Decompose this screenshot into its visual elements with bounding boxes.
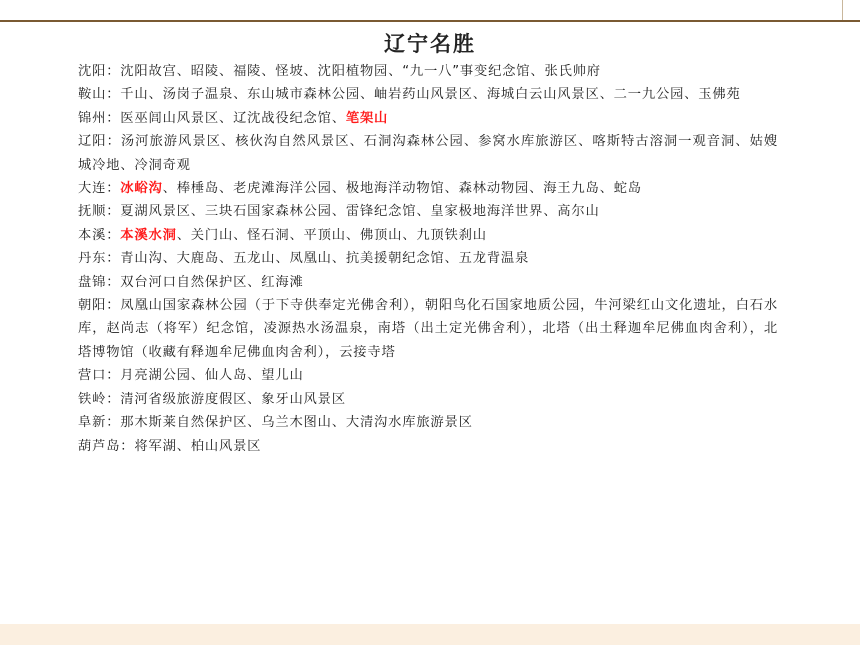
entry-dalian — [78, 177, 778, 200]
highlighted-site: 冰峪沟 — [120, 181, 163, 197]
city-label: 葫芦岛： — [78, 438, 135, 454]
sites-text: 凤凰山国家森林公园（于下寺供奉定光佛舍利），朝阳鸟化石国家地质公园，牛河梁红山文化遗址，白石水库，赵尚志（将军）纪念馆，凌源热水汤温泉，南塔（出土定光佛舍利），北塔（出土释迦牟尼佛血肉舍利），北塔博物馆（收藏有释迦牟尼佛血肉舍利），云接寺塔 — [78, 298, 778, 360]
sites-text-after: 、关门山、怪石洞、平顶山、佛顶山、九顶铁刹山 — [176, 227, 487, 243]
sites-text: 千山、汤岗子温泉、东山城市森林公园、岫岩药山风景区、海城白云山风景区、二一九公园、玉佛苑 — [120, 87, 741, 103]
frame-tick-mark — [842, 0, 843, 20]
entry-chaoyang — [78, 294, 778, 364]
city-label: 铁岭： — [78, 391, 121, 407]
sites-text: 那木斯莱自然保护区、乌兰木图山、大清沟水库旅游景区 — [120, 415, 473, 431]
entry-benxi — [78, 224, 778, 247]
entry-fushun — [78, 200, 778, 223]
city-label: 大连： — [78, 181, 121, 197]
city-label: 盘锦： — [78, 274, 121, 290]
sites-text: 双台河口自然保护区、红海滩 — [120, 274, 304, 290]
city-label: 抚顺： — [78, 204, 121, 220]
entry-huludao — [78, 435, 778, 458]
sites-text-after: 、棒棰岛、老虎滩海洋公园、极地海洋动物馆、森林动物园、海王九岛、蛇岛 — [162, 181, 642, 197]
scenic-spot-list — [78, 60, 778, 458]
sites-text: 汤河旅游风景区、核伙沟自然风景区、石洞沟森林公园、参窝水库旅游区、喀斯特古溶洞一观音洞、姑嫂城冷地、冷洞奇观 — [78, 134, 778, 173]
sites-text: 青山沟、大鹿岛、五龙山、凤凰山、抗美援朝纪念馆、五龙背温泉 — [120, 251, 530, 267]
city-label: 沈阳： — [78, 64, 121, 79]
sites-text: 将军湖、柏山风景区 — [134, 438, 262, 454]
sites-text: 清河省级旅游度假区、象牙山风景区 — [120, 391, 346, 407]
city-label: 鞍山： — [78, 87, 121, 103]
sites-text: 夏湖风景区、三块石国家森林公园、雷锋纪念馆、皇家极地海洋世界、高尔山 — [120, 204, 600, 220]
entry-liaoyang — [78, 130, 778, 177]
page-title: 辽宁名胜 — [384, 31, 476, 56]
entry-anshan — [78, 83, 778, 106]
highlighted-site: 本溪水洞 — [120, 227, 177, 243]
sites-text: 月亮湖公园、仙人岛、望儿山 — [120, 368, 304, 384]
city-label: 锦州： — [78, 110, 121, 126]
city-label: 朝阳： — [78, 298, 121, 314]
highlighted-site: 笔架山 — [345, 110, 389, 126]
entry-panjin — [78, 271, 778, 294]
sites-text: 医巫闾山风景区、辽沈战役纪念馆、 — [120, 110, 346, 126]
entry-yingkou — [78, 364, 778, 387]
entry-fuxin — [78, 411, 778, 434]
city-label: 营口： — [78, 368, 121, 384]
entry-tieling — [78, 388, 778, 411]
bottom-band — [0, 624, 860, 645]
sites-text: 沈阳故宫、昭陵、福陵、怪坡、沈阳植物园、“九一八”事变纪念馆、张氏帅府 — [120, 64, 601, 79]
city-label: 辽阳： — [78, 134, 121, 150]
entry-shenyang — [78, 60, 778, 83]
city-label: 阜新： — [78, 415, 121, 431]
entry-dandong — [78, 247, 778, 270]
city-label: 本溪： — [78, 227, 121, 243]
entry-jinzhou — [78, 107, 778, 130]
city-label: 丹东： — [78, 251, 121, 267]
top-frame-rule — [0, 0, 860, 22]
